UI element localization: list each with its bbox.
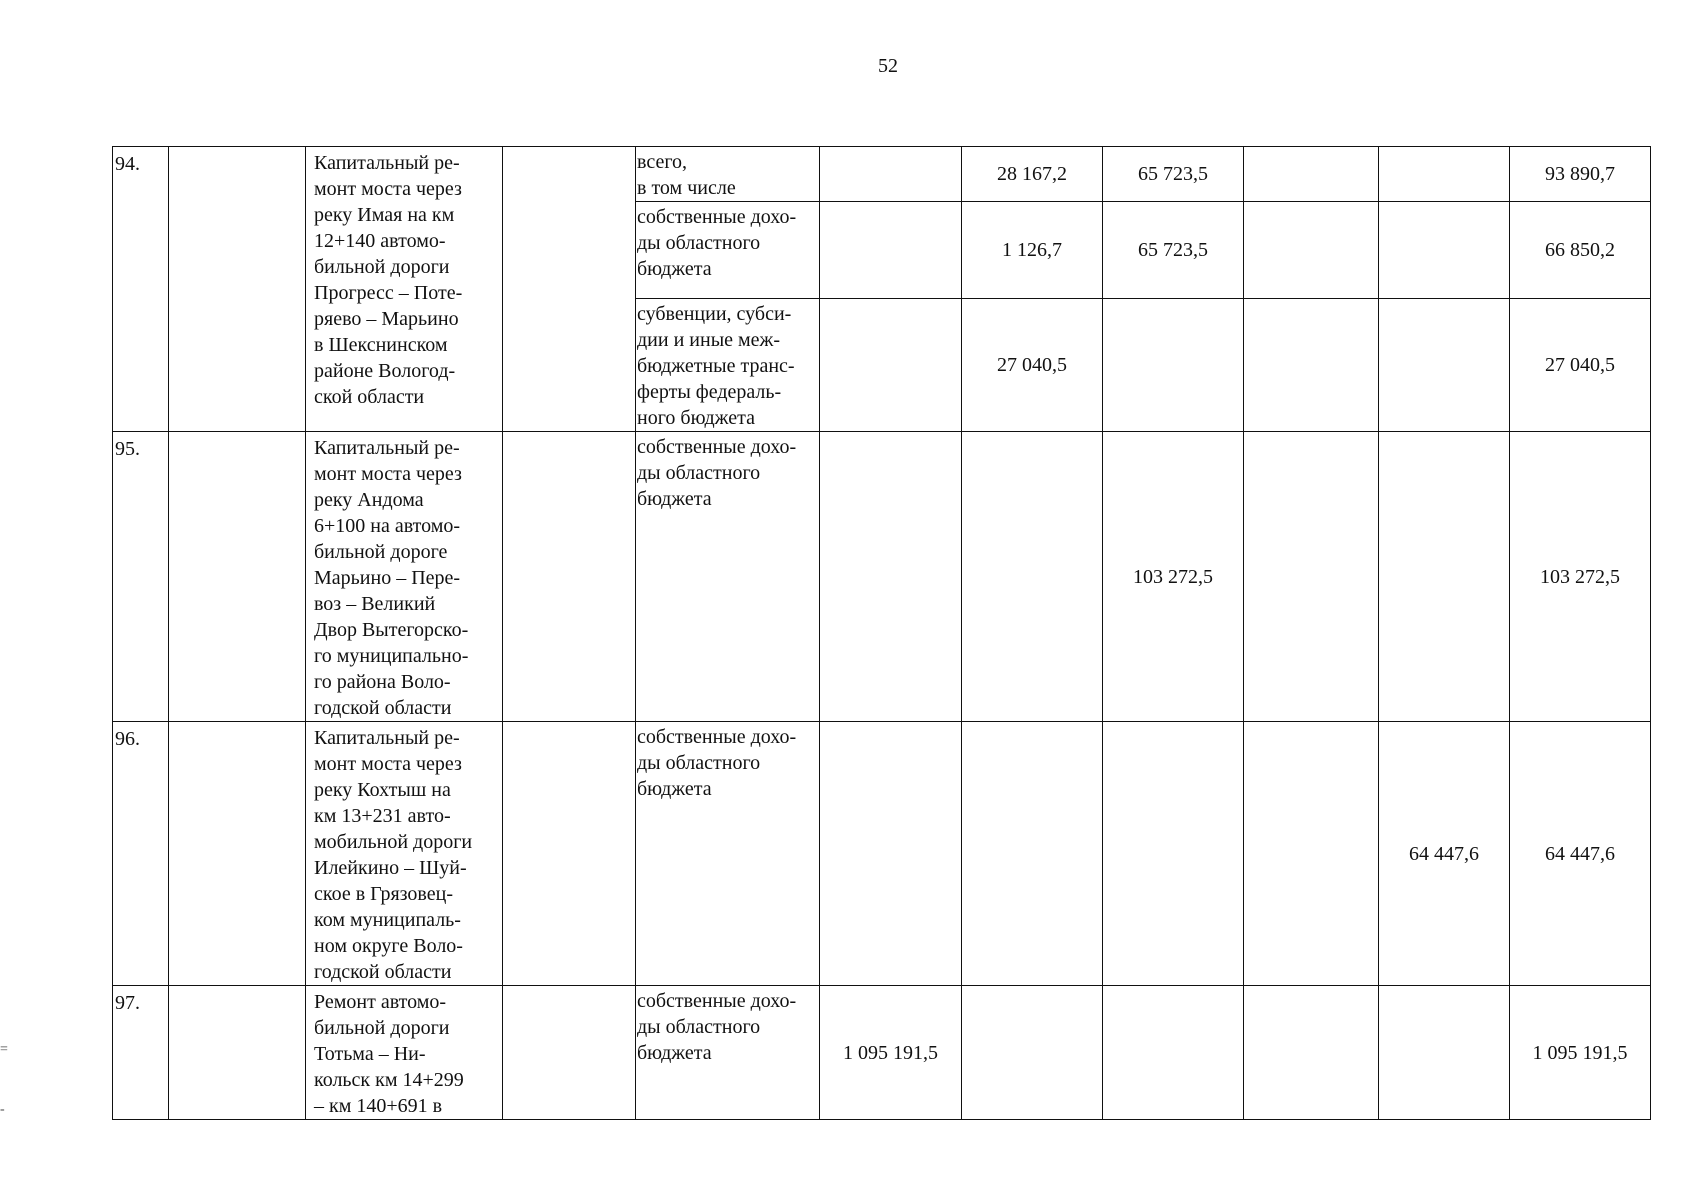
funding-source: собственные дохо- ды областного бюджета (636, 202, 820, 299)
page-number: 52 (878, 55, 898, 77)
funding-source: собственные дохо- ды областного бюджета (636, 986, 820, 1120)
object-name: Ремонт автомо- бильной дороги Тотьма – Ни- кольск км 14+299 – км 140+691 в (306, 986, 503, 1120)
value-cell (1244, 299, 1379, 432)
value-cell: 65 723,5 (1103, 202, 1244, 299)
funding-source: собственные дохо- ды областного бюджета (636, 432, 820, 722)
value-cell: 28 167,2 (962, 147, 1103, 202)
value-cell: 64 447,6 (1379, 722, 1510, 986)
value-cell (1379, 299, 1510, 432)
value-cell (1244, 202, 1379, 299)
value-cell (962, 722, 1103, 986)
total-cell: 64 447,6 (1510, 722, 1651, 986)
total-cell: 1 095 191,5 (1510, 986, 1651, 1120)
total-cell: 66 850,2 (1510, 202, 1651, 299)
row-number: 95. (113, 432, 169, 722)
value-cell (1244, 722, 1379, 986)
funding-source: субвенции, субси- дии и иные меж- бюджетные транс- ферты федераль- ного бюджета (636, 299, 820, 432)
empty-cell (169, 432, 306, 722)
table-row (113, 986, 1651, 1120)
total-cell: 27 040,5 (1510, 299, 1651, 432)
value-cell (820, 299, 962, 432)
empty-cell (503, 432, 636, 722)
object-name: Капитальный ре- монт моста через реку Кохтыш на км 13+231 авто- мобильной дороги Илейкино – Шуй- ское в Грязовец- ком муниципаль- ном округе Воло- годской области (306, 722, 503, 986)
value-cell: 65 723,5 (1103, 147, 1244, 202)
funding-source: собственные дохо- ды областного бюджета (636, 722, 820, 986)
value-cell: 1 095 191,5 (820, 986, 962, 1120)
table-row (113, 432, 1651, 722)
value-cell: 1 126,7 (962, 202, 1103, 299)
object-name: Капитальный ре- монт моста через реку Имая на км 12+140 автомо- бильной дороги Прогресс – Поте- ряево – Марьино в Шекснинском районе Вологод- ской области (306, 147, 503, 432)
object-name: Капитальный ре- монт моста через реку Андома 6+100 на автомо- бильной дороге Марьино – Пере- воз – Великий Двор Вытегорско- го муниципально- го района Воло- годской области (306, 432, 503, 722)
empty-cell (503, 147, 636, 432)
value-cell (1103, 722, 1244, 986)
table-row (113, 147, 1651, 202)
budget-table (112, 146, 1651, 1120)
value-cell (962, 432, 1103, 722)
empty-cell (503, 722, 636, 986)
empty-cell (503, 986, 636, 1120)
total-cell: 93 890,7 (1510, 147, 1651, 202)
value-cell (820, 722, 962, 986)
row-number: 97. (113, 986, 169, 1120)
funding-source: всего, в том числе (636, 147, 820, 202)
value-cell (1244, 986, 1379, 1120)
value-cell (1379, 432, 1510, 722)
row-number: 96. (113, 722, 169, 986)
value-cell: 27 040,5 (962, 299, 1103, 432)
table-row (113, 722, 1651, 986)
empty-cell (169, 986, 306, 1120)
scan-edge-marks: = - (0, 1042, 8, 1117)
total-cell: 103 272,5 (1510, 432, 1651, 722)
value-cell (820, 202, 962, 299)
value-cell (1244, 432, 1379, 722)
value-cell: 103 272,5 (1103, 432, 1244, 722)
value-cell (1103, 986, 1244, 1120)
value-cell (962, 986, 1103, 1120)
value-cell (1244, 147, 1379, 202)
value-cell (1103, 299, 1244, 432)
empty-cell (169, 147, 306, 432)
value-cell (1379, 147, 1510, 202)
value-cell (820, 147, 962, 202)
value-cell (820, 432, 962, 722)
empty-cell (169, 722, 306, 986)
row-number: 94. (113, 147, 169, 432)
value-cell (1379, 986, 1510, 1120)
value-cell (1379, 202, 1510, 299)
